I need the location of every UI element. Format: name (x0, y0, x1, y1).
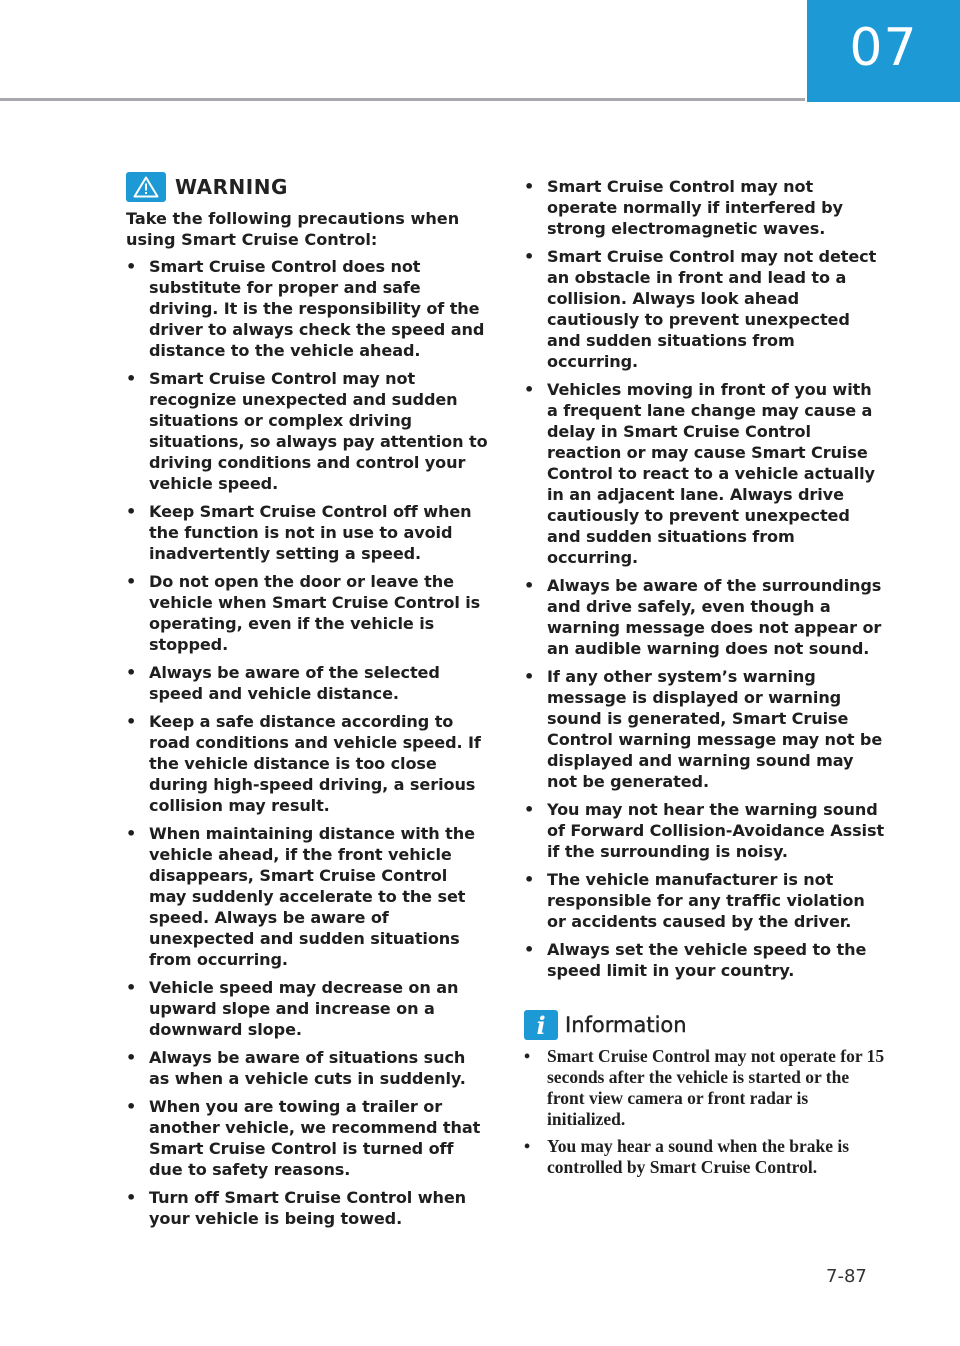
list-item: • Do not open the door or leave the vehicle when Smart Cruise Control is operating, even if the vehicle is stopped. (126, 571, 488, 655)
chapter-tab (807, 0, 960, 102)
list-item: • Vehicles moving in front of you with a frequent lane change may cause a delay in Smart Cruise Control reaction or may cause Smart Cruise Control to react to a vehicle actually in an adjacent lane. Always drive cautiously to prevent unexpected and sudden situations from occurring. (524, 379, 886, 568)
information-title: Information (565, 1013, 687, 1037)
list-item: • Always be aware of the surroundings and drive safely, even though a warning message does not appear or an audible warning does not sound. (524, 575, 886, 659)
list-item: • Always be aware of situations such as when a vehicle cuts in suddenly. (126, 1047, 488, 1089)
list-item: • The vehicle manufacturer is not responsible for any traffic violation or accidents caused by the driver. (524, 869, 886, 932)
list-item: • Keep a safe distance according to road conditions and vehicle speed. If the vehicle distance is too close during high-speed driving, a serious collision may result. (126, 711, 488, 816)
list-item: • When maintaining distance with the vehicle ahead, if the front vehicle disappears, Smart Cruise Control may suddenly accelerate to the set speed. Always be aware of unexpected and sudden situations from occurring. (126, 823, 488, 970)
warning-list-left (126, 256, 488, 1229)
page-number: 7-87 (826, 1266, 867, 1287)
warning-title: WARNING (175, 175, 288, 199)
header-divider (0, 98, 805, 101)
warning-lead: Take the following precautions when using Smart Cruise Control: (126, 209, 460, 249)
information-list (524, 1046, 886, 1178)
list-item: • Keep Smart Cruise Control off when the function is not in use to avoid inadvertently setting a speed. (126, 501, 488, 564)
list-item: • When you are towing a trailer or another vehicle, we recommend that Smart Cruise Control is turned off due to safety reasons. (126, 1096, 488, 1180)
warning-heading (126, 172, 488, 202)
info-icon: i (524, 1010, 558, 1040)
warning-list-right (524, 176, 886, 981)
right-column (524, 176, 886, 1184)
list-item: • Always set the vehicle speed to the speed limit in your country. (524, 939, 886, 981)
list-item: • Smart Cruise Control may not recognize unexpected and sudden situations or complex driving situations, so always pay attention to driving conditions and control your vehicle speed. (126, 368, 488, 494)
chapter-number: 07 (849, 18, 918, 78)
list-item: • Smart Cruise Control may not operate for 15 seconds after the vehicle is started or the front view camera or front radar is initialized. (524, 1046, 886, 1130)
list-item: • Turn off Smart Cruise Control when your vehicle is being towed. (126, 1187, 488, 1229)
information-heading (524, 1010, 886, 1040)
list-item: • Always be aware of the selected speed and vehicle distance. (126, 662, 488, 704)
list-item: • Vehicle speed may decrease on an upward slope and increase on a downward slope. (126, 977, 488, 1040)
warning-triangle-icon (126, 172, 166, 202)
list-item: • You may not hear the warning sound of Forward Collision-Avoidance Assist if the surrounding is noisy. (524, 799, 886, 862)
left-column (126, 172, 488, 1236)
list-item: • Smart Cruise Control may not detect an obstacle in front and lead to a collision. Always look ahead cautiously to prevent unexpected and sudden situations from occurring. (524, 246, 886, 372)
list-item: • You may hear a sound when the brake is controlled by Smart Cruise Control. (524, 1136, 886, 1178)
list-item: • Smart Cruise Control may not operate normally if interfered by strong electromagnetic waves. (524, 176, 886, 239)
list-item: • Smart Cruise Control does not substitute for proper and safe driving. It is the responsibility of the driver to always check the speed and distance to the vehicle ahead. (126, 256, 488, 361)
list-item: • If any other system’s warning message is displayed or warning sound is generated, Smart Cruise Control warning message may not be displayed and warning sound may not be generated. (524, 666, 886, 792)
